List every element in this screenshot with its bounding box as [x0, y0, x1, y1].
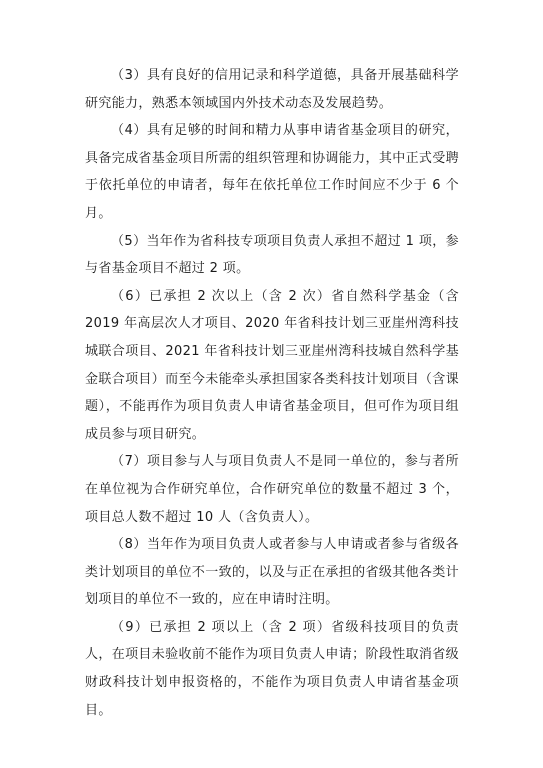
requirement-paragraph-8: [85, 531, 459, 614]
requirement-paragraph-5: [85, 228, 459, 283]
paragraph-text: （5）当年作为省科技专项项目负责人承担不超过 1 项，参与省基金项目不超过 2 项。: [85, 233, 459, 277]
paragraph-text: （4）具有足够的时间和精力从事申请省基金项目的研究，具备完成省基金项目所需的组织管理和协调能力，其中正式受聘于依托单位的申请者，每年在依托单位工作时间应不少于 6 个月。: [85, 123, 459, 221]
document-body: [85, 62, 459, 724]
paragraph-text: （8）当年作为项目负责人或者参与人申请或者参与省级各类计划项目的单位不一致的，以及与正在承担的省级其他各类计划项目的单位不一致的，应在申请时注明。: [85, 537, 459, 608]
paragraph-text: （7）项目参与人与项目负责人不是同一单位的，参与者所在单位视为合作研究单位，合作研究单位的数量不超过 3 个，项目总人数不超过 10 人（含负责人）。: [85, 454, 459, 525]
requirement-paragraph-9: [85, 614, 459, 724]
requirement-paragraph-6: [85, 283, 459, 449]
paragraph-text: （3）具有良好的信用记录和科学道德，具备开展基础科学研究能力，熟悉本领域国内外技术动态及发展趋势。: [85, 68, 459, 111]
paragraph-text: （6）已承担 2 次以上（含 2 次）省自然科学基金（含 2019 年高层次人才项目、2020 年省科技计划三亚崖州湾科技城联合项目、2021 年省科技计划三亚崖州湾科技城自然科学基金联合项目）而至今未能牵头承担国家各类科技计划项目（含课题），不能再作为项目负责人申请省基金项目，但可作为项目组成员参与项目研究。: [85, 288, 459, 442]
requirement-paragraph-3: [85, 62, 459, 117]
paragraph-text: （9）已承担 2 项以上（含 2 项）省级科技项目的负责人，在项目未验收前不能作为项目负责人申请；阶段性取消省级财政科技计划申报资格的，不能作为项目负责人申请省基金项目。: [85, 619, 459, 718]
requirement-paragraph-7: [85, 448, 459, 531]
requirement-paragraph-4: [85, 117, 459, 227]
